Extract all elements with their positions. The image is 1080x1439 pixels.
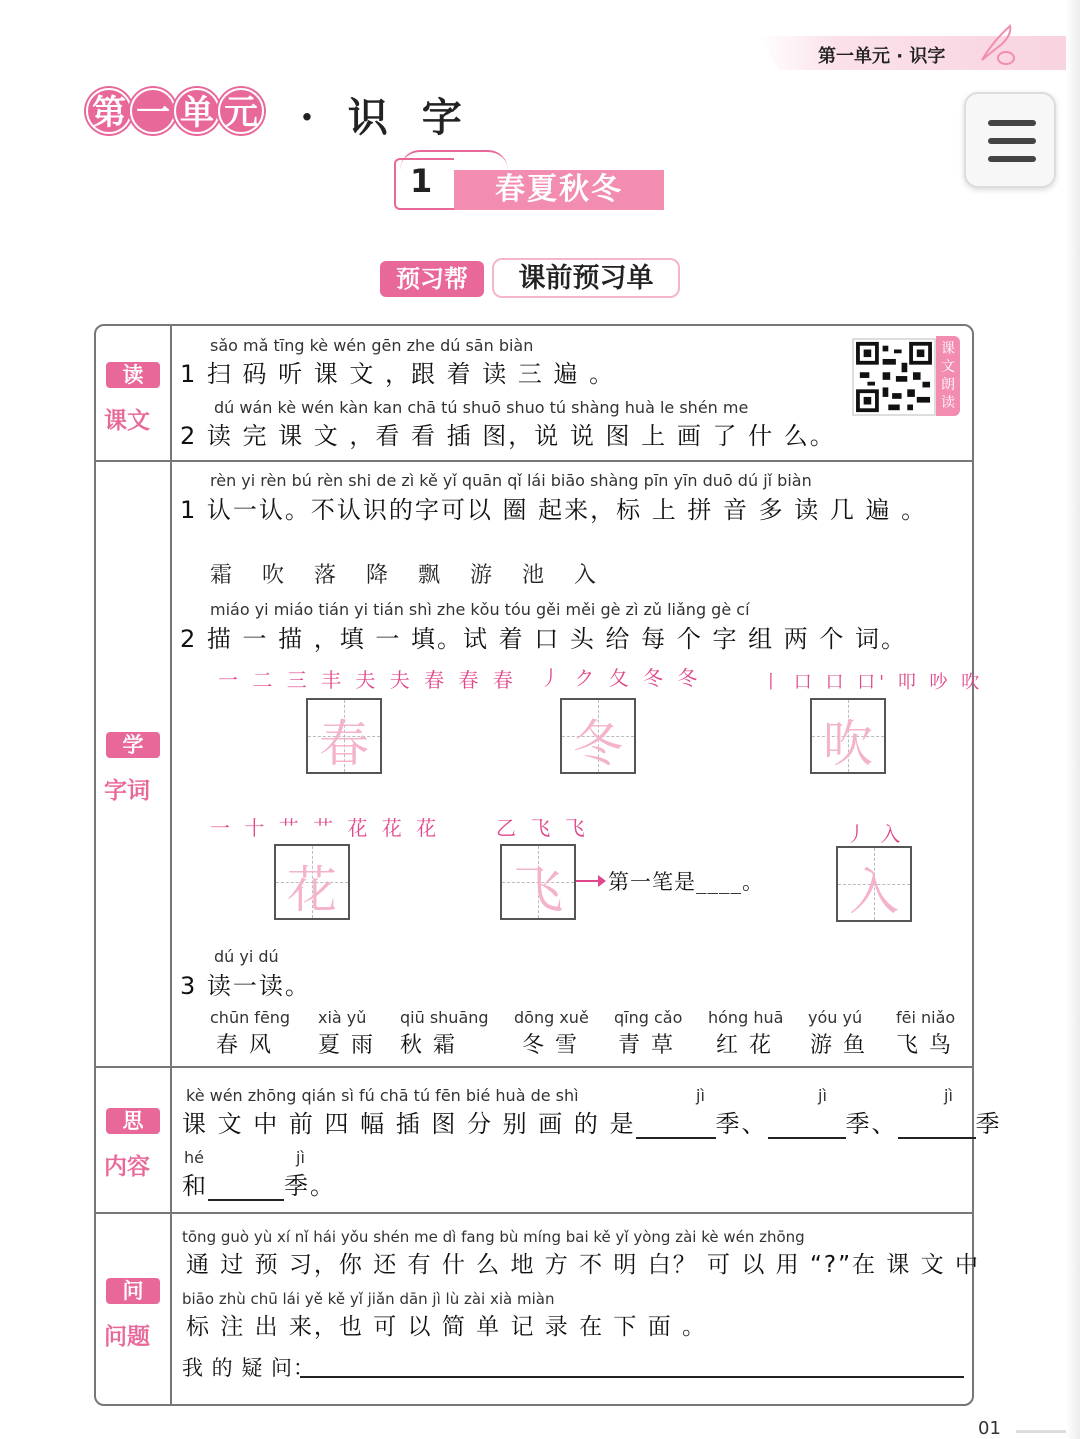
stroke-order-ru: 丿 入 (846, 822, 905, 846)
stroke-order-chun: 一 二 三 丰 夫 夫 春 春 春 (218, 668, 517, 692)
read-q1: 1 扫 码 听 课 文 ，跟 着 读 三 遍 。 (180, 360, 616, 388)
word: 春 风 (216, 1033, 273, 1058)
learn-q3: 3 读一读。 (180, 972, 311, 1000)
unit-char: 单 (174, 88, 220, 134)
stroke-order-fei: 乙 飞 飞 (496, 816, 589, 840)
word-pinyin: yóu yú (808, 1008, 863, 1027)
read-q2: 2 读 完 课 文 ，看 看 插 图，说 说 图 上 画 了 什 么。 (180, 422, 836, 450)
questions-answer-line[interactable] (300, 1356, 964, 1378)
word: 夏 雨 (318, 1033, 375, 1058)
word-pinyin: qīng cǎo (614, 1008, 683, 1027)
page-number-rule (1016, 1430, 1066, 1433)
row-divider (94, 1212, 974, 1214)
answer-blank[interactable] (636, 1117, 716, 1139)
pinyin: biāo zhù chū lái yě kě yǐ jiǎn dān jì lù zài xià miàn (182, 1290, 555, 1308)
character[interactable]: 吹 (262, 563, 285, 588)
season-suffix: 季 (715, 1110, 742, 1138)
answer-blank[interactable] (208, 1179, 284, 1201)
character-list (210, 558, 626, 589)
stroke-order-dong: 丿 ク 夂 冬 冬 (540, 666, 702, 690)
unit-char: 一 (130, 88, 176, 134)
trace-character: 花 (287, 861, 337, 919)
trace-character: 冬 (573, 715, 623, 773)
word-pinyin: chūn fēng (210, 1008, 291, 1027)
preview-title: 课前预习单 (492, 258, 680, 298)
think-label: 内容 (104, 1154, 150, 1180)
answer-blank[interactable] (768, 1117, 846, 1139)
ask-label: 问题 (104, 1324, 150, 1350)
writing-grid[interactable] (500, 844, 576, 920)
think-badge: 思 (106, 1108, 160, 1134)
trace-character: 春 (319, 715, 369, 773)
lesson-number: 1 (410, 162, 433, 200)
word: 冬 雪 (522, 1033, 579, 1058)
writing-grid[interactable] (810, 698, 886, 774)
learn-q1: 1 认一认。不认识的字可以 圈 起来，标 上 拼 音 多 读 几 遍 。 (180, 496, 928, 524)
pinyin: tōng guò yù xí nǐ hái yǒu shén me dì fang bù míng bai kě yǐ yòng zài kè wén zhōng (182, 1228, 805, 1246)
header-ribbon-text: 第一单元 · 识字 (818, 46, 946, 67)
season-suffix: 季 (845, 1110, 872, 1138)
character[interactable]: 降 (366, 563, 389, 588)
and-text: 和 (182, 1172, 208, 1200)
unit-title (86, 88, 262, 134)
qr-code[interactable] (852, 338, 936, 416)
word-pinyin: qiū shuāng (400, 1008, 489, 1027)
menu-icon (988, 138, 1036, 144)
character[interactable]: 游 (470, 563, 493, 588)
character[interactable]: 落 (314, 563, 337, 588)
separator: 、 (741, 1110, 768, 1138)
pinyin: dú wán kè wén kàn kan chā tú shuō shuo tú shàng huà le shén me (214, 398, 749, 417)
ask-line1: 通 过 预 习，你 还 有 什 么 地 方 不 明 白？ 可 以 用 “?”在 课 文 中 (186, 1252, 980, 1278)
stroke-order-hua: 一 十 艹 艹 花 花 花 (210, 816, 441, 840)
ask-badge: 问 (106, 1278, 160, 1304)
row-divider (94, 460, 974, 462)
pinyin: hé (184, 1148, 204, 1167)
separator: 、 (871, 1110, 898, 1138)
unit-subtitle: · 识 字 (300, 94, 472, 141)
word: 红 花 (716, 1033, 773, 1058)
pinyin: sǎo mǎ tīng kè wén gēn zhe dú sān biàn (210, 336, 534, 355)
writing-grid[interactable] (560, 698, 636, 774)
character[interactable]: 池 (522, 563, 545, 588)
arrow-icon (576, 880, 602, 882)
word-pinyin: dōng xuě (514, 1008, 589, 1027)
word: 秋 霜 (400, 1033, 457, 1058)
trace-character: 入 (849, 863, 899, 921)
qr-tag: 课文朗读 (936, 336, 960, 416)
unit-char: 第 (86, 88, 132, 134)
unit-char: 元 (218, 88, 264, 134)
lesson-title: 春夏秋冬 (454, 170, 664, 210)
menu-icon (988, 156, 1036, 162)
think-line2 (182, 1166, 336, 1201)
trace-character: 吹 (823, 715, 873, 773)
word-pinyin: xià yǔ (318, 1008, 367, 1027)
character[interactable]: 飘 (418, 563, 441, 588)
character[interactable]: 入 (574, 563, 597, 588)
fei-first-stroke-note[interactable]: 第一笔是____。 (608, 870, 764, 894)
writing-grid[interactable] (836, 846, 912, 922)
pinyin: dú yi dú (214, 947, 279, 966)
word-pinyin: fēi niǎo (896, 1008, 956, 1027)
word-pinyin: hóng huā (708, 1008, 784, 1027)
learn-q2: 2 描 一 描 ，填 一 填。试 着 口 头 给 每 个 字 组 两 个 词。 (180, 625, 907, 653)
menu-button[interactable] (964, 92, 1056, 188)
season-end: 季。 (284, 1172, 336, 1200)
word: 飞 鸟 (896, 1033, 953, 1058)
think-question: 课 文 中 前 四 幅 插 图 分 别 画 的 是 (182, 1110, 636, 1138)
read-label: 课文 (104, 408, 150, 434)
pinyin: jì (944, 1086, 953, 1105)
page-edge (1066, 0, 1080, 1439)
character[interactable]: 霜 (210, 563, 233, 588)
learn-label: 字词 (104, 778, 150, 804)
ask-line2: 标 注 出 来，也 可 以 简 单 记 录 在 下 面 。 (186, 1314, 708, 1340)
menu-icon (988, 120, 1036, 126)
page-number: 01 (978, 1418, 1001, 1439)
read-badge: 读 (106, 362, 160, 388)
pinyin: jì (696, 1086, 705, 1105)
writing-grid[interactable] (274, 844, 350, 920)
pinyin: jì (296, 1148, 305, 1167)
answer-blank[interactable] (898, 1117, 976, 1139)
pinyin: rèn yi rèn bú rèn shi de zì kě yǐ quān qǐ lái biāo shàng pīn yīn duō dú jǐ biàn (210, 471, 812, 490)
pinyin: kè wén zhōng qián sì fú chā tú fēn bié huà de shì (186, 1086, 579, 1105)
learn-badge: 学 (106, 732, 160, 758)
word: 青 草 (618, 1033, 675, 1058)
trace-character: 飞 (513, 861, 563, 919)
word: 游 鱼 (810, 1033, 867, 1058)
pinyin: miáo yi miáo tián yi tián shì zhe kǒu tóu gěi měi gè zì zǔ liǎng gè cí (210, 600, 750, 619)
feather-pen-icon (974, 20, 1020, 66)
writing-grid[interactable] (306, 698, 382, 774)
think-line1 (182, 1104, 1002, 1139)
preview-badge: 预习帮 (380, 261, 484, 297)
row-divider (94, 1066, 974, 1068)
table-divider (170, 324, 172, 1406)
pinyin: jì (818, 1086, 827, 1105)
my-questions-label: 我 的 疑 问： (182, 1356, 316, 1380)
season-suffix: 季 (975, 1110, 1002, 1138)
stroke-order-chui: 丨 口 口 口' 叩 吵 吹 (762, 672, 984, 693)
